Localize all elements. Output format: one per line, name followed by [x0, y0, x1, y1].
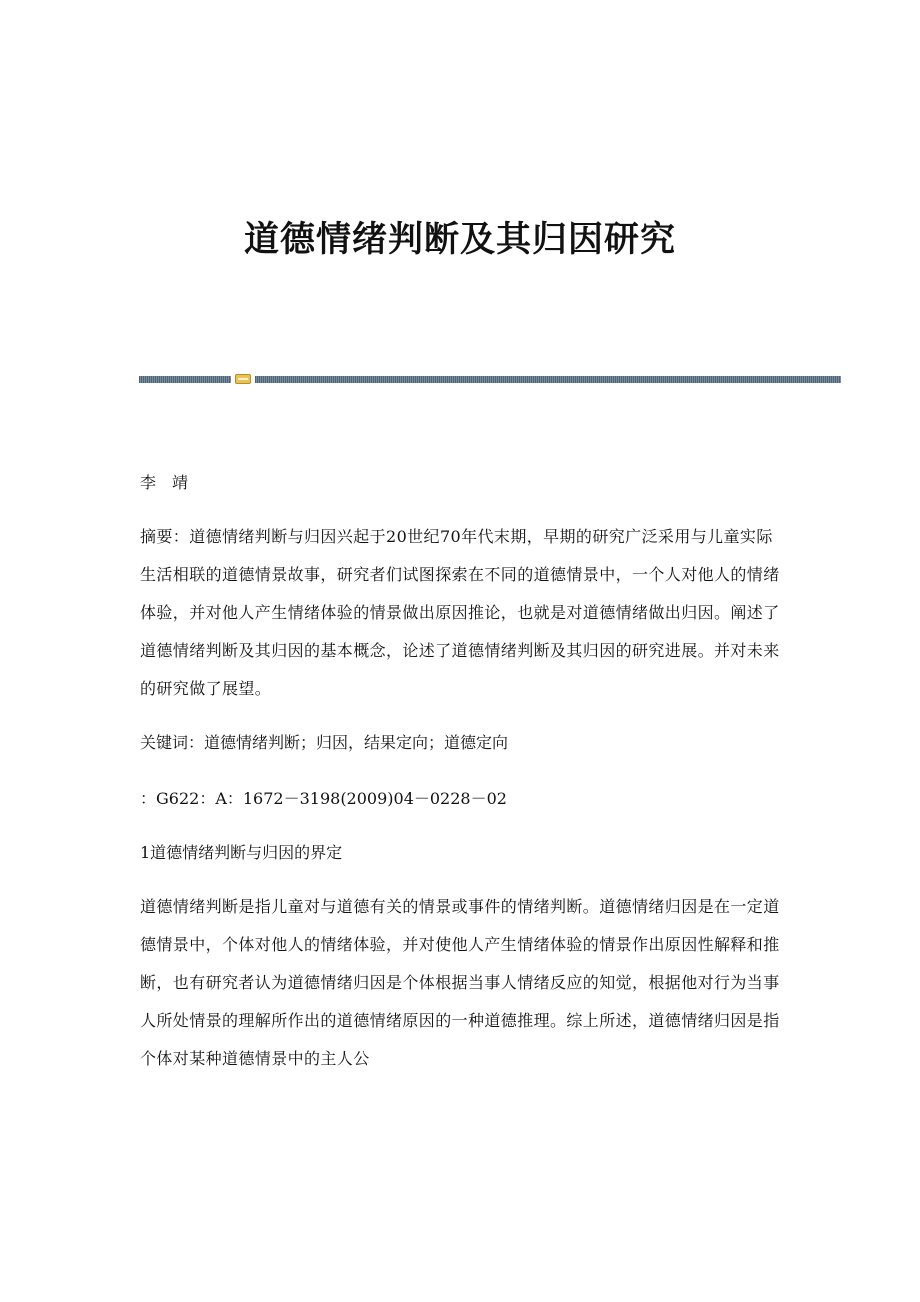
keywords-line: 关键词：道德情绪判断；归因，结果定向；道德定向 — [140, 733, 509, 752]
document-title: 道德情绪判断及其归因研究 — [243, 219, 676, 260]
divider-bar-right — [255, 376, 841, 383]
title-divider — [139, 374, 841, 384]
author-name: 李 靖 — [140, 473, 189, 492]
section-heading: 1道德情绪判断与归因的界定 — [140, 843, 343, 862]
divider-bar-left — [139, 376, 231, 383]
classification-line: ：G622：A：1672－3198(2009)04－0228－02 — [140, 789, 507, 808]
document-body — [140, 464, 780, 1078]
body-paragraph: 道德情绪判断是指儿童对与道德有关的情景或事件的情绪判断。道德情绪归因是在一定道德情景中，个体对他人的情绪体验，并对使他人产生情绪体验的情景作出原因性解释和推断，也有研究者认为道德情绪归因是个体根据当事人情绪反应的知觉，根据他对行为当事人所处情景的理解所作出的道德情绪原因的一种道德推理。综上所述，道德情绪归因是指个体对某种道德情景中的主人公 — [140, 897, 780, 1068]
divider-ornament-icon — [235, 374, 251, 384]
abstract-paragraph: 摘要：道德情绪判断与归因兴起于20世纪70年代末期，早期的研究广泛采用与儿童实际生活相联的道德情景故事，研究者们试图探索在不同的道德情景中，一个人对他人的情绪体验，并对他人产生情绪体验的情景做出原因推论，也就是对道德情绪做出归因。阐述了道德情绪判断及其归因的基本概念，论述了道德情绪判断及其归因的研究进展。并对未来的研究做了展望。 — [140, 527, 780, 698]
